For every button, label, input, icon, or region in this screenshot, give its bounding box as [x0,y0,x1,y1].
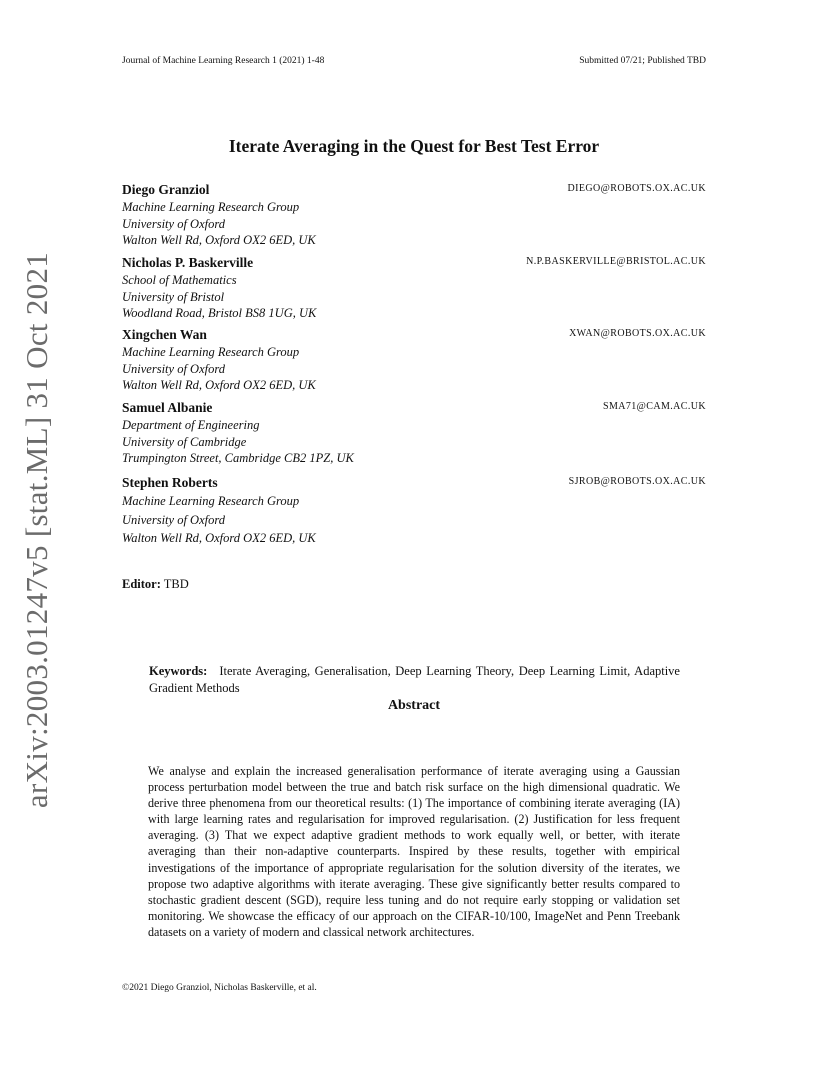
author-name: Xingchen Wan [122,327,207,342]
author-affiliation-line: Walton Well Rd, Oxford OX2 6ED, UK [122,531,316,545]
author-block [122,326,706,394]
author-email[interactable]: SMA71@CAM.AC.UK [602,401,706,412]
author-email[interactable]: DIEGO@ROBOTS.OX.AC.UK [567,183,706,194]
editor-value: TBD [163,577,189,591]
author-affiliation-line: Walton Well Rd, Oxford OX2 6ED, UK [122,378,316,392]
author-name: Nicholas P. Baskerville [122,255,254,270]
submission-info: Submitted 07/21; Published TBD [579,56,706,66]
paper-title: Iterate Averaging in the Quest for Best Test Error [228,136,600,156]
author-affiliation-line: Department of Engineering [122,418,260,432]
author-email[interactable]: SJROB@ROBOTS.OX.AC.UK [568,476,706,487]
author-affiliation-line: University of Oxford [122,512,225,527]
abstract-heading: Abstract [387,698,441,713]
author-affiliation-line: University of Oxford [122,216,225,231]
arxiv-stamp[interactable]: arXiv:2003.01247v5 [stat.ML] 31 Oct 2021 [19,251,54,809]
author-affiliation-line: School of Mathematics [122,273,237,287]
author-email[interactable]: N.P.BASKERVILLE@BRISTOL.AC.UK [526,256,706,267]
author-affiliation-line: University of Bristol [122,289,225,304]
keywords-section [149,663,680,697]
author-email[interactable]: XWAN@ROBOTS.OX.AC.UK [569,328,706,339]
keywords-label: Keywords: [149,664,208,678]
keywords-value: Iterate Averaging, Generalisation, Deep Learning Theory, Deep Learning Limit, Adaptive Gradient Methods [149,664,680,695]
author-name: Stephen Roberts [122,475,218,490]
author-affiliation-line: Walton Well Rd, Oxford OX2 6ED, UK [122,233,316,247]
author-affiliation-line: Machine Learning Research Group [122,200,300,214]
journal-header: Journal of Machine Learning Research 1 (2021) 1-48 [122,56,325,66]
author-name: Diego Granziol [122,182,210,197]
author-block [122,474,706,548]
author-affiliation-line: Woodland Road, Bristol BS8 1UG, UK [122,306,317,320]
copyright-footer: ©2021 Diego Granziol, Nicholas Baskerville, et al. [122,983,317,993]
editor-label: Editor: [122,577,161,591]
author-affiliation-line: University of Cambridge [122,434,247,449]
author-affiliation-line: Machine Learning Research Group [122,345,300,359]
author-block [122,181,706,249]
author-block [122,399,706,467]
author-affiliation-line: University of Oxford [122,361,225,376]
author-name: Samuel Albanie [122,400,213,415]
abstract-text: We analyse and explain the increased generalisation performance of iterate averaging using a Gaussian process perturbation model between the true and batch risk surface on the high dimensional quadratic. We derive three phenomena from our theoretical results: (1) The importance of combining iterate averaging (IA) with large learning rates and regularisation for improved regularisation. (2) Justification for less frequent averaging. (3) That we expect adaptive gradient methods to work equally well, or better, with iterate averaging than their non-adaptive counterparts. Inspired by these results, together with empirical investigations of the importance of appropriate regularisation for the solution diversity of the iterates, we propose two adaptive algorithms with iterate averaging. These give significantly better results compared to stochastic gradient descent (SGD), require less tuning and do not require early stopping or validation set monitoring. We showcase the efficacy of our approach on the CIFAR-10/100, ImageNet and Penn Treebank datasets on a variety of modern and classical network architectures. [148,764,680,939]
author-affiliation-line: Machine Learning Research Group [122,494,300,508]
author-block [122,254,706,322]
author-affiliation-line: Trumpington Street, Cambridge CB2 1PZ, UK [122,451,354,465]
editor-line [122,577,189,592]
